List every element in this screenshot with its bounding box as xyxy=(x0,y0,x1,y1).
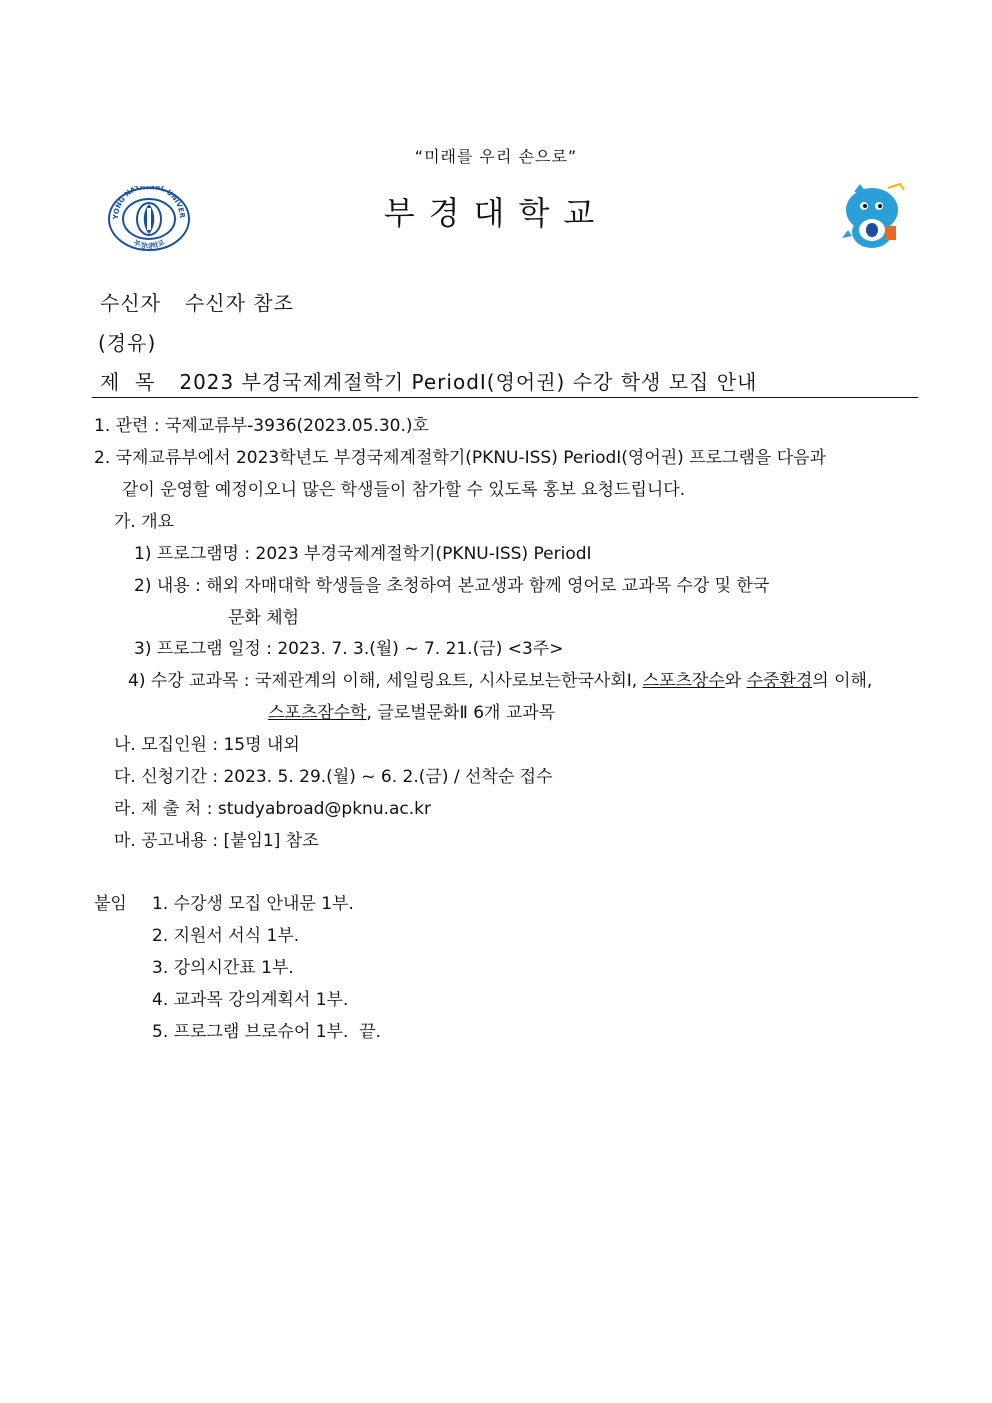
section-da: 다. 신청기간 : 2023. 5. 29.(월) ~ 6. 2.(금) / 선착순 접수 xyxy=(114,767,553,787)
ga-2-line-1: 2) 내용 : 해외 자매대학 학생들을 초청하여 본교생과 함께 영어로 교과목 수강 및 한국 xyxy=(134,576,770,596)
via-label: (경유) xyxy=(98,331,157,355)
section-ga: 가. 개요 xyxy=(114,512,175,532)
item-2-line-2: 같이 운영할 예정이오니 많은 학생들이 참가할 수 있도록 홍보 요청드립니다. xyxy=(122,480,686,500)
ga-4-suffix: 의 이해, xyxy=(812,671,873,691)
ga-4-mid: 와 xyxy=(724,671,747,691)
item-2-line-1: 2. 국제교류부에서 2023학년도 부경국제계절학기(PKNU-ISS) PeriodⅠ(영어권) 프로그램을 다음과 xyxy=(94,448,826,468)
subject-value: 2023 부경국제계절학기 PeriodⅠ(영어권) 수강 학생 모집 안내 xyxy=(179,370,758,394)
seal-subtext: 부경대학교 xyxy=(132,238,166,251)
ga-4-line-2 xyxy=(268,698,555,723)
university-name: 부경대학교 xyxy=(383,194,609,232)
ga-4-line-2-rest: , 글로벌문화Ⅱ 6개 교과목 xyxy=(366,703,556,723)
attachment-item: 3. 강의시간표 1부. xyxy=(152,958,294,978)
attachment-item: 5. 프로그램 브로슈어 1부. 끝. xyxy=(152,1022,382,1042)
section-na: 나. 모집인원 : 15명 내외 xyxy=(114,735,300,755)
subject-divider xyxy=(92,397,918,398)
ga-4-course-a: 스포츠장수 xyxy=(642,671,725,691)
ga-4-course-b: 수중환경 xyxy=(746,671,813,691)
motto: “미래를 우리 손으로” xyxy=(414,147,578,166)
recipient-row xyxy=(100,287,294,316)
seal-text: YONG NATIONAL UNIVER xyxy=(111,186,187,220)
attachment-item: 1. 수강생 모집 안내문 1부. xyxy=(152,894,354,914)
attachment-item: 2. 지원서 서식 1부. xyxy=(152,926,300,946)
ga-1: 1) 프로그램명 : 2023 부경국제계절학기(PKNU-ISS) PeriodⅠ xyxy=(134,544,592,564)
section-ma: 마. 공고내용 : [붙임1] 참조 xyxy=(114,831,319,851)
ga-4-line-1 xyxy=(128,666,872,691)
ga-4-course-c: 스포츠잠수학 xyxy=(268,703,367,723)
attachment-item: 4. 교과목 강의계획서 1부. xyxy=(152,990,349,1010)
section-ra: 라. 제 출 처 : studyabroad@pknu.ac.kr xyxy=(114,799,432,819)
attachments-label: 붙임 xyxy=(94,894,127,914)
ga-4-prefix: 4) 수강 교과목 : 국제관계의 이해, 세일링요트, 시사로보는한국사회Ⅰ, xyxy=(128,671,643,691)
ga-2-line-2: 문화 체험 xyxy=(228,608,300,628)
recipient-label: 수신자 xyxy=(100,291,161,315)
whale-mascot-icon xyxy=(834,180,908,254)
subject-label: 제 목 xyxy=(100,370,156,394)
recipient-value: 수신자 참조 xyxy=(184,291,294,315)
subject-row xyxy=(100,366,757,395)
ga-3: 3) 프로그램 일정 : 2023. 7. 3.(월) ~ 7. 21.(금) <3주> xyxy=(134,639,564,659)
item-1: 1. 관련 : 국제교류부-3936(2023.05.30.)호 xyxy=(94,416,429,436)
